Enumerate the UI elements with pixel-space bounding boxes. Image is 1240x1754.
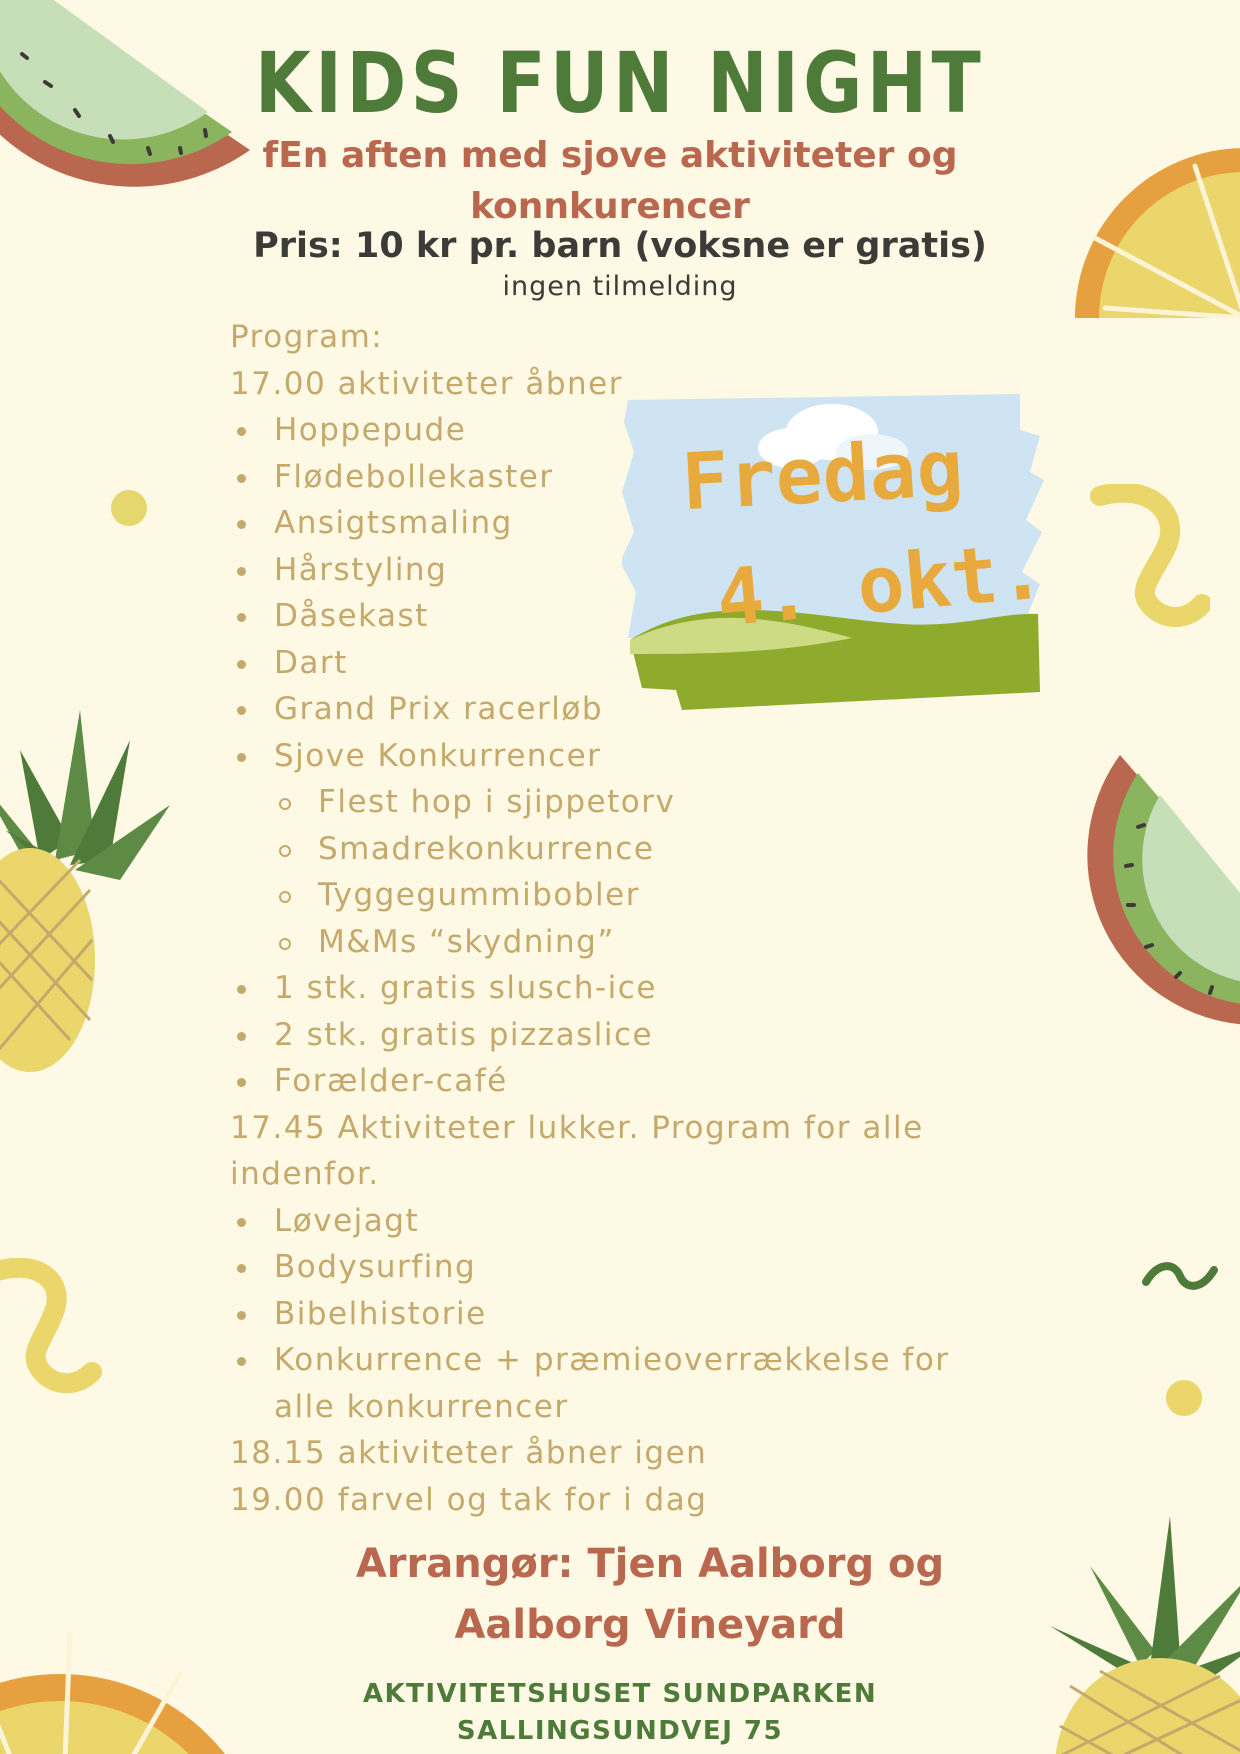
bullet-icon bbox=[237, 567, 246, 576]
venue-info bbox=[0, 1676, 1240, 1750]
bullet-icon bbox=[237, 1264, 246, 1273]
program-section bbox=[230, 314, 990, 1523]
list-item: Sjove Konkurrencer bbox=[230, 733, 990, 780]
organizer-line: Arrangør: Tjen Aalborg og bbox=[355, 1541, 945, 1587]
list-item: Løvejagt bbox=[230, 1198, 990, 1245]
date-weekday: Fredag bbox=[679, 423, 966, 529]
bullet-icon bbox=[237, 753, 246, 762]
bullet-icon bbox=[237, 1357, 246, 1366]
program-heading: Program: bbox=[230, 319, 384, 355]
program-goodbye-time: 19.00 farvel og tak for i dag bbox=[230, 1481, 708, 1518]
organizer-line: Aalborg Vineyard bbox=[454, 1602, 846, 1648]
bullet-icon bbox=[237, 1311, 246, 1320]
date-day: 4. okt. bbox=[713, 526, 1049, 645]
list-item: Flødebollekaster bbox=[230, 454, 990, 501]
program-opening-time: 17.00 aktiviteter åbner bbox=[230, 365, 623, 402]
bullet-icon bbox=[237, 706, 246, 715]
list-item: Hoppepude bbox=[230, 407, 990, 454]
sub-list-item: Smadrekonkurrence bbox=[230, 826, 990, 873]
subtitle-line: fEn aften med sjove aktiviteter og bbox=[262, 135, 958, 176]
organizer-info bbox=[300, 1534, 1000, 1656]
list-item: Ansigtsmaling bbox=[230, 500, 990, 547]
dot-icon bbox=[1166, 1380, 1202, 1416]
kiwi-slice-icon bbox=[1080, 755, 1240, 1025]
program-reopen-time: 18.15 aktiviteter åbner igen bbox=[230, 1435, 708, 1471]
venue-name: AKTIVITETSHUSET SUNDPARKEN bbox=[362, 1679, 878, 1709]
list-item-continuation: alle konkurrencer bbox=[274, 1388, 569, 1425]
event-subtitle bbox=[230, 130, 990, 232]
list-item: Hårstyling bbox=[230, 547, 990, 594]
dot-icon bbox=[111, 490, 147, 526]
subtitle-line: konnkurencer bbox=[470, 186, 750, 227]
circle-bullet-icon bbox=[279, 938, 291, 950]
list-item: Forælder-café bbox=[230, 1058, 990, 1105]
price-info: Pris: 10 kr pr. barn (voksne er gratis) bbox=[253, 226, 987, 266]
program-closing-time-cont: indenfor. bbox=[230, 1156, 380, 1192]
bullet-icon bbox=[237, 520, 246, 529]
event-title: KIDS FUN NIGHT bbox=[254, 34, 986, 132]
sub-list-item: Flest hop i sjippetorv bbox=[230, 779, 990, 826]
circle-bullet-icon bbox=[279, 798, 291, 810]
bullet-icon bbox=[237, 427, 246, 436]
tilde-icon bbox=[1140, 1256, 1220, 1296]
bullet-icon bbox=[237, 1218, 246, 1227]
venue-address: SALLINGSUNDVEJ 75 bbox=[456, 1716, 784, 1746]
list-item: 1 stk. gratis slusch-ice bbox=[230, 965, 990, 1012]
list-item: Bibelhistorie bbox=[230, 1291, 990, 1338]
list-item: Grand Prix racerløb bbox=[230, 686, 990, 733]
circle-bullet-icon bbox=[279, 845, 291, 857]
bullet-icon bbox=[237, 1078, 246, 1087]
bullet-icon bbox=[237, 474, 246, 483]
bullet-icon bbox=[237, 985, 246, 994]
list-item: Bodysurfing bbox=[230, 1244, 990, 1291]
list-item: 2 stk. gratis pizzaslice bbox=[230, 1012, 990, 1059]
bullet-icon bbox=[237, 613, 246, 622]
squiggle-icon bbox=[0, 1258, 110, 1398]
list-item: Konkurrence + præmieoverrækkelse for bbox=[230, 1337, 990, 1384]
squiggle-icon bbox=[1090, 484, 1210, 632]
list-item: Dåsekast bbox=[230, 593, 990, 640]
registration-info: ingen tilmelding bbox=[502, 271, 738, 302]
program-closing-time: 17.45 Aktiviteter lukker. Program for alle bbox=[230, 1109, 924, 1146]
sub-list-item: Tyggegummibobler bbox=[230, 872, 990, 919]
activity-list bbox=[230, 407, 990, 1105]
list-item: Dart bbox=[230, 640, 990, 687]
pineapple-icon bbox=[0, 690, 180, 1080]
circle-bullet-icon bbox=[279, 891, 291, 903]
indoor-list bbox=[230, 1198, 990, 1431]
bullet-icon bbox=[237, 1032, 246, 1041]
bullet-icon bbox=[237, 660, 246, 669]
sub-list-item: M&Ms “skydning” bbox=[230, 919, 990, 966]
